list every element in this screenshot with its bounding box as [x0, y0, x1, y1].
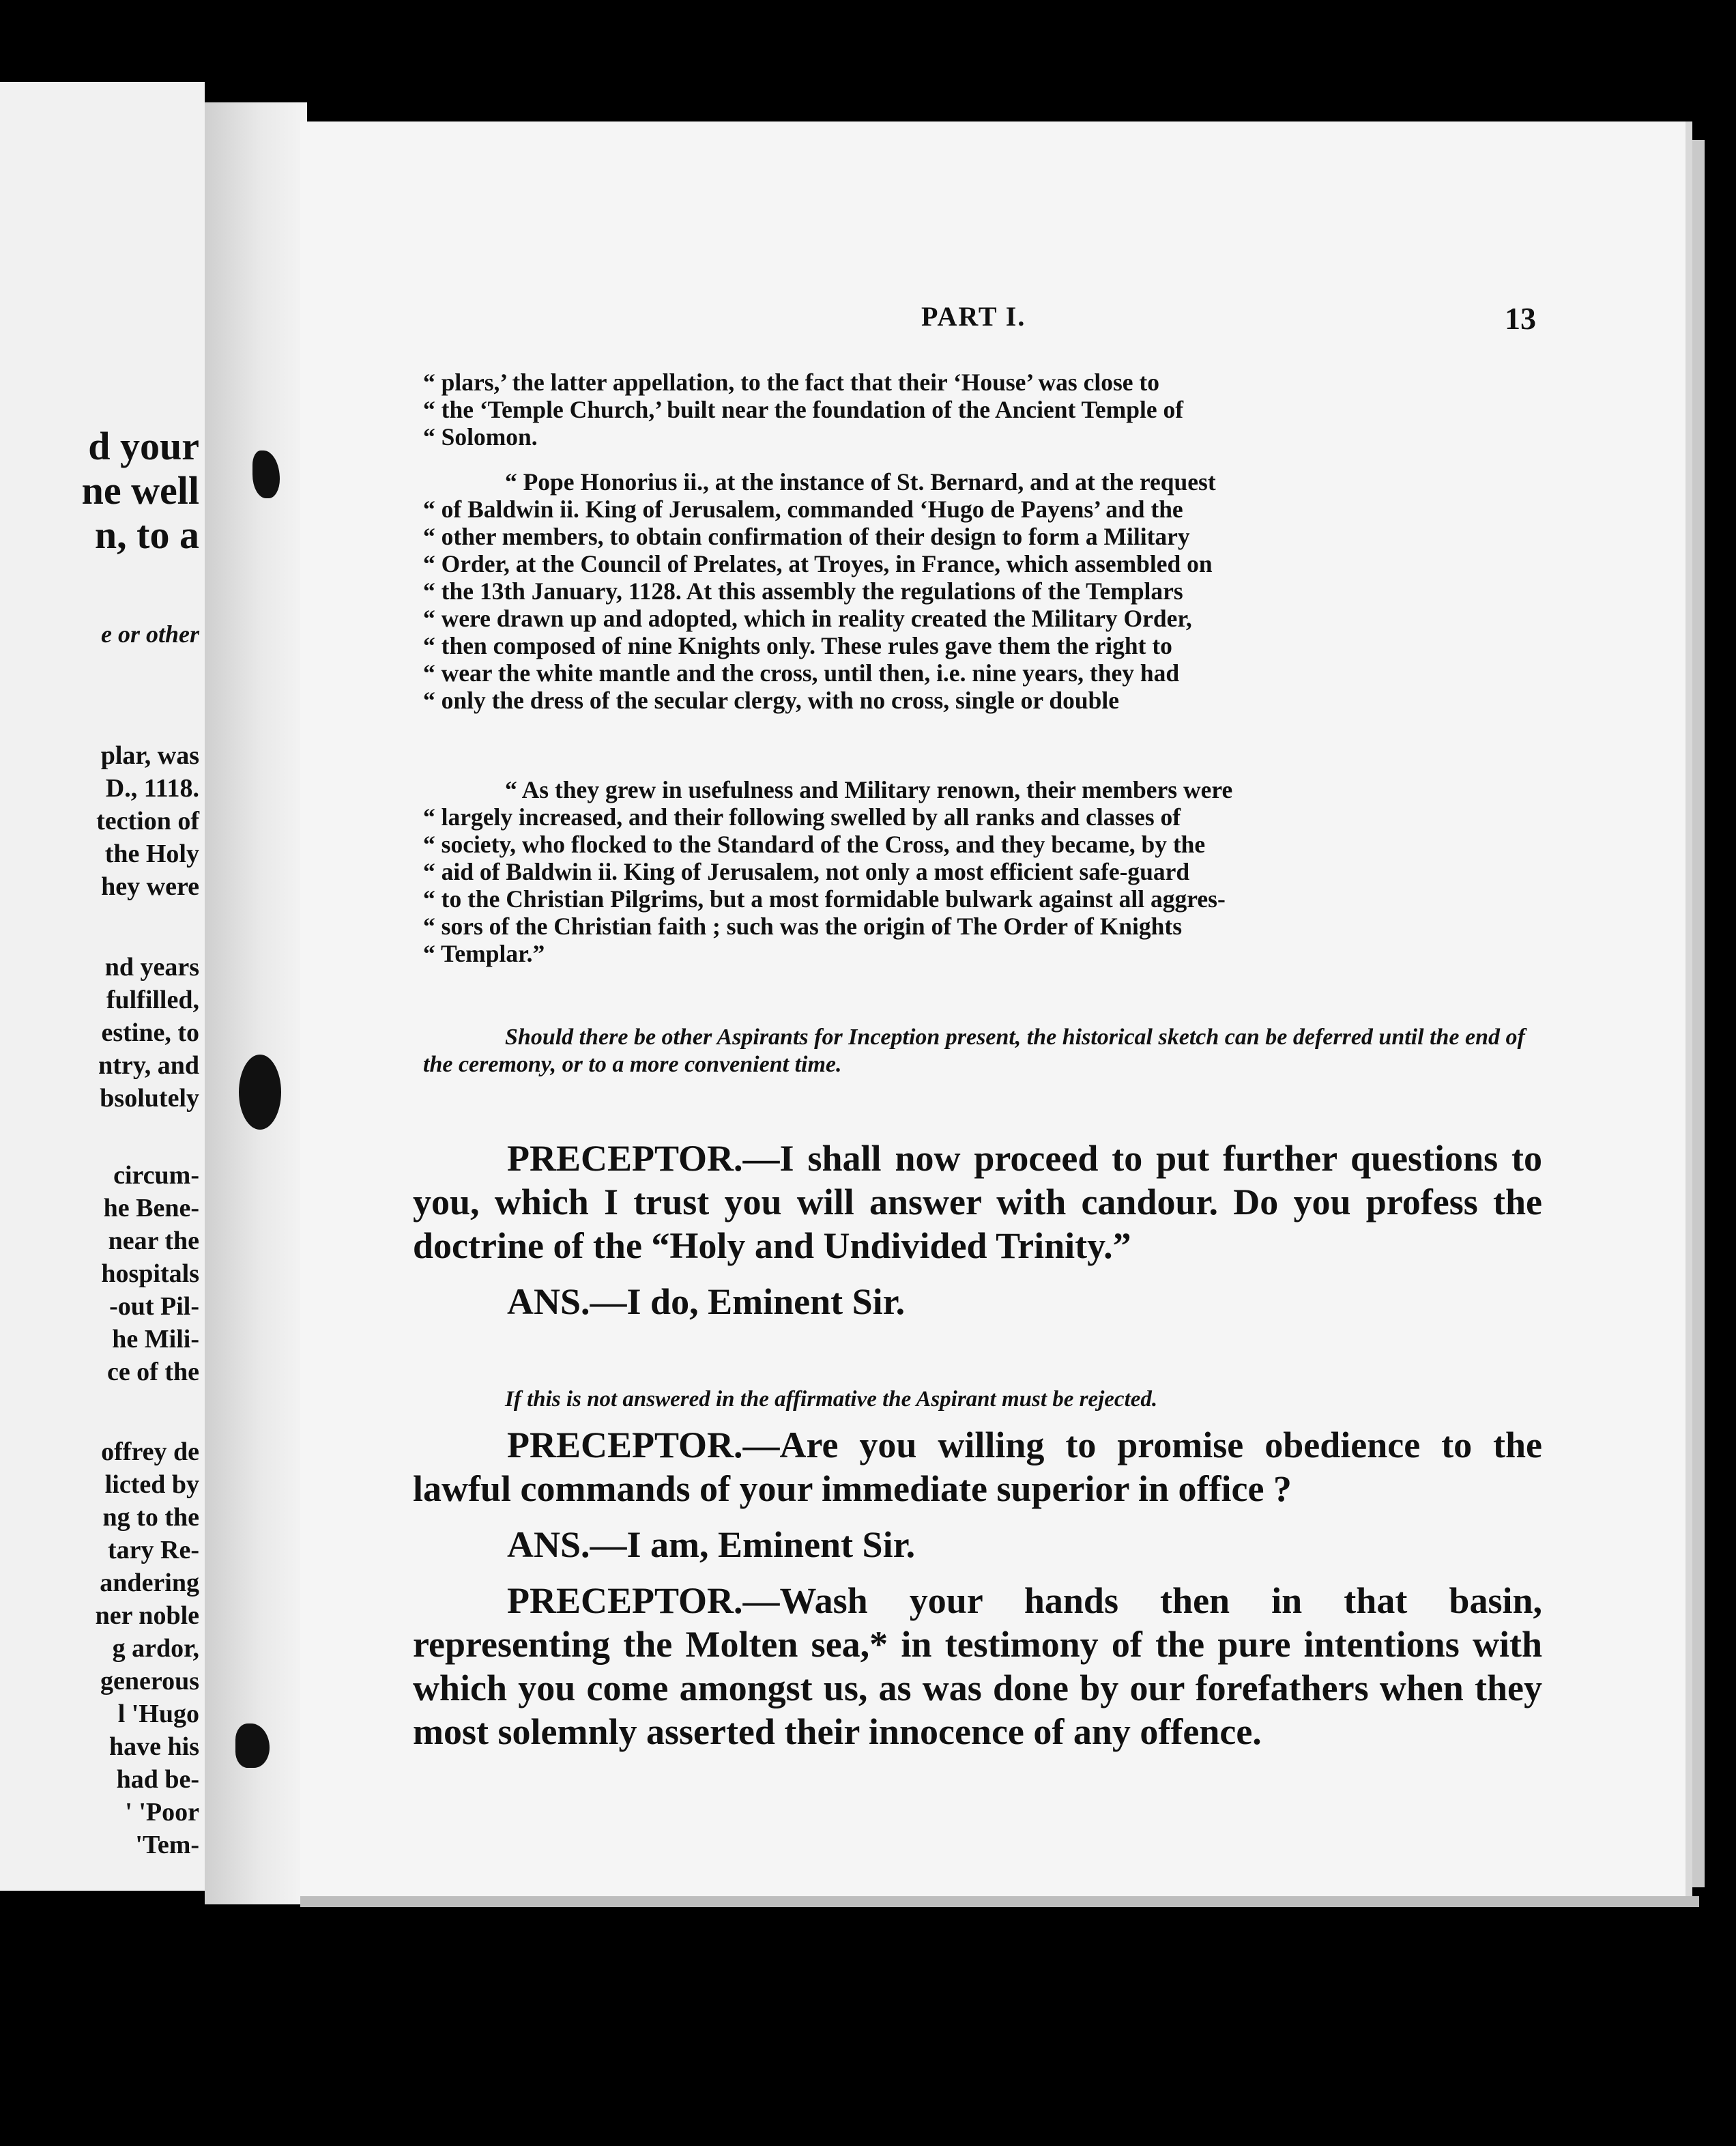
quote-line: “ to the Christian Pilgrims, but a most formidable bulwark against all aggres-: [423, 885, 1226, 913]
left-line: have his: [109, 1732, 199, 1761]
speaker-label: ANS.: [507, 1281, 590, 1322]
book-gutter: [205, 102, 307, 1904]
left-line: -out Pil-: [109, 1292, 199, 1321]
page-edge: [1692, 140, 1705, 1887]
quote-line: “ then composed of nine Knights only. These rules gave them the right to: [423, 632, 1172, 659]
left-line: fulfilled,: [106, 986, 199, 1014]
left-line: hey were: [101, 872, 199, 901]
left-line: ce of the: [106, 1358, 199, 1386]
left-line: g ardor,: [112, 1634, 199, 1663]
dialog-text: —I shall now proceed to put further questions to you, which I trust you will answer with candour. Do you profess the doctrine of the “Holy and Undivided Trinity.”: [413, 1138, 1542, 1266]
page-bottom-edge: [300, 1896, 1699, 1907]
speaker-label: ANS.: [507, 1524, 590, 1565]
left-line: plar, was: [100, 741, 199, 770]
quote-line: “ were drawn up and adopted, which in reality created the Military Order,: [423, 605, 1192, 632]
quote-paragraph: [423, 369, 1542, 450]
binding-hole: [235, 1723, 270, 1768]
quote-line: “ Solomon.: [423, 423, 538, 450]
dialog-text: —Are you willing to promise obedience to the lawful commands of your immediate superior in office ?: [413, 1425, 1542, 1509]
speaker-label: PRECEPTOR.: [507, 1580, 743, 1621]
dialog-entry: [413, 1523, 1542, 1566]
ritual-instruction: Should there be other Aspirants for Inception present, the historical sketch can be deferred until the end of the ceremony, or to a more convenient time.: [423, 1025, 1525, 1077]
left-line: estine, to: [101, 1018, 199, 1047]
left-line: nd years: [104, 953, 199, 982]
running-header: PART I.: [921, 301, 1026, 332]
quote-line: “ the 13th January, 1128. At this assembly the regulations of the Templars: [423, 577, 1183, 605]
binding-hole: [252, 450, 280, 498]
left-line: n, to a: [94, 513, 199, 557]
speaker-label: PRECEPTOR.: [507, 1425, 743, 1465]
left-line: 'Tem-: [135, 1831, 199, 1859]
quote-line: “ aid of Baldwin ii. King of Jerusalem, not only a most efficient safe-guard: [423, 858, 1190, 885]
quote-line: “ Pope Honorius ii., at the instance of St. Bernard, and at the request: [505, 468, 1216, 496]
left-line: had be-: [116, 1765, 199, 1794]
binding-hole: [239, 1055, 281, 1130]
dialog-block: [413, 1136, 1542, 1324]
left-line: ng to the: [102, 1503, 199, 1532]
quote-line: “ Order, at the Council of Prelates, at Troyes, in France, which assembled on: [423, 550, 1213, 577]
speaker-label: PRECEPTOR.: [507, 1138, 743, 1179]
quote-line: “ other members, to obtain confirmation of their design to form a Military: [423, 523, 1190, 550]
left-line: ne well: [81, 468, 199, 513]
quote-line: “ plars,’ the latter appellation, to the fact that their ‘House’ was close to: [423, 369, 1159, 396]
left-line: ner noble: [95, 1601, 199, 1630]
left-line: ntry, and: [98, 1051, 199, 1080]
left-line: andering: [100, 1569, 199, 1597]
left-line: he Bene-: [103, 1194, 199, 1222]
left-line: circum-: [113, 1161, 199, 1190]
left-line: the Holy: [104, 840, 199, 868]
quote-line: “ sors of the Christian faith ; such was the origin of The Order of Knights: [423, 913, 1183, 940]
quote-line: “ only the dress of the secular clergy, with no cross, single or double: [423, 687, 1119, 714]
left-line: tection of: [96, 807, 199, 835]
dialog-entry: [413, 1136, 1542, 1268]
dialog-entry: [413, 1280, 1542, 1324]
quote-line: “ society, who flocked to the Standard of the Cross, and they became, by the: [423, 831, 1206, 858]
quote-line: “ the ‘Temple Church,’ built near the foundation of the Ancient Temple of: [423, 396, 1184, 423]
dialog-text: —Wash your hands then in that basin, representing the Molten sea,* in testimony of the pure intentions with which you come amongst us, as was done by our forefathers when they most solemnly asserted their innocence of any offence.: [413, 1580, 1542, 1752]
left-line: hospitals: [101, 1259, 199, 1288]
page-number: 13: [1505, 301, 1536, 336]
left-line: licted by: [104, 1470, 199, 1499]
dialog-block: [413, 1423, 1542, 1754]
left-line: l 'Hugo: [117, 1700, 199, 1728]
left-line: e or other: [101, 620, 199, 648]
left-line: tary Re-: [108, 1536, 199, 1564]
quote-line: “ largely increased, and their following swelled by all ranks and classes of: [423, 803, 1181, 831]
left-line: D., 1118.: [105, 774, 199, 803]
dialog-entry: [413, 1423, 1542, 1511]
dialog-text: —I am, Eminent Sir.: [590, 1524, 916, 1565]
dialog-entry: [413, 1579, 1542, 1754]
left-line: he Mili-: [112, 1325, 199, 1354]
quote-line: “ As they grew in usefulness and Military renown, their members were: [505, 776, 1233, 803]
left-line: d your: [88, 424, 199, 468]
quote-line: “ of Baldwin ii. King of Jerusalem, commanded ‘Hugo de Payens’ and the: [423, 496, 1183, 523]
quote-paragraph: [423, 776, 1542, 967]
left-line: generous: [100, 1667, 199, 1696]
dialog-text: —I do, Eminent Sir.: [590, 1281, 906, 1322]
quote-line: “ wear the white mantle and the cross, until then, i.e. nine years, they had: [423, 659, 1180, 687]
left-line: bsolutely: [100, 1084, 199, 1113]
left-line: ' 'Poor: [125, 1798, 199, 1827]
quote-paragraph: [423, 468, 1542, 714]
left-facing-page: [0, 82, 205, 1891]
left-line: offrey de: [101, 1437, 199, 1466]
ritual-instruction: If this is not answered in the affirmative the Aspirant must be rejected.: [505, 1387, 1158, 1412]
left-line: near the: [108, 1227, 199, 1255]
quote-line: “ Templar.”: [423, 940, 545, 967]
